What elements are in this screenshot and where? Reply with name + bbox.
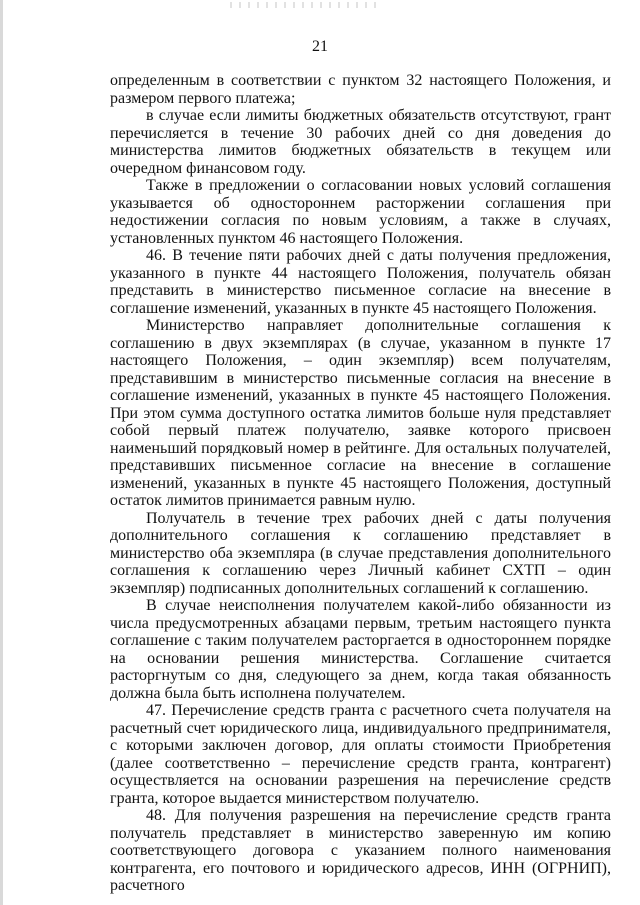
scan-edge-shadow xyxy=(0,0,3,905)
paragraph-termination: В случае неисполнения получателем какой-либо обязанности из числа предусмотренных абзацами первым, третьим настоящего пункта соглашение с таким получателем расторгается в одностороннем порядке на основании решения министерства. Соглашение считается расторгнутым со дня, следующего за днем, когда такая обязанность должна была быть исполнена получателем. xyxy=(110,597,611,702)
page-number: 21 xyxy=(312,38,328,55)
paragraph-item-48: 48. Для получения разрешения на перечисление средств гранта получатель представляет в министерство заверенную им копию соответствующего договора с указанием полного наименования контрагента, его почтового и юридического адресов, ИНН (ОГРНИП), расчетного xyxy=(110,807,611,894)
paragraph-continuation: определенным в соответствии с пунктом 32 настоящего Положения, и размером первого платежа; xyxy=(110,72,611,107)
paragraph-item-46: 46. В течение пяти рабочих дней с даты получения предложения, указанного в пункте 44 настоящего Положения, получатель обязан представить в министерство письменное согласие на внесение в соглашение изменений, указанных в пункте 45 настоящего Положения. xyxy=(110,247,611,317)
paragraph-item-47: 47. Перечисление средств гранта с расчетного счета получателя на расчетный счет юридического лица, индивидуального предпринимателя, с которыми заключен договор, для оплаты стоимости Приобретения (далее соответственно – перечисление средств гранта, контрагент) осуществляется на основании разрешения на перечисление средств гранта, которое выдается министерством получателю. xyxy=(110,702,611,807)
paragraph-recipient-returns: Получатель в течение трех рабочих дней с даты получения дополнительного соглашения к соглашению представляет в министерство оба экземпляра (в случае представления дополнительного соглашения к соглашению через Личный кабинет СХТП – один экземпляр) подписанных дополнительных соглашений к соглашению. xyxy=(110,509,611,597)
document-body xyxy=(110,72,611,895)
paragraph-no-limits: в случае если лимиты бюджетных обязательств отсутствуют, грант перечисляется в течение 30 рабочих дней со дня доведения до министерства лимитов бюджетных обязательств в текущем или очередном финансовом году. xyxy=(110,107,611,177)
paragraph-new-terms: Также в предложении о согласовании новых условий соглашения указывается об одностороннем расторжении соглашения при недостижении согласия по новым условиям, а также в случаях, установленных пунктом 46 настоящего Положения. xyxy=(110,177,611,247)
paragraph-ministry-sends: Министерство направляет дополнительные соглашения к соглашению в двух экземплярах (в случае, указанном в пункте 17 настоящего Положения, – один экземпляр) всем получателям, представившим в министерство письменные согласия на внесение в соглашение изменений, указанных в пункте 45 настоящего Положения. При этом сумма доступного остатка лимитов больше нуля представляет собой первый платеж получателю, заявке которого присвоен наименьший порядковый номер в рейтинге. Для остальных получателей, представивших письменное согласие на внесение в соглашение изменений, указанных в пункте 45 настоящего Положения, доступный остаток лимитов принимается равным нулю. xyxy=(110,317,611,509)
scan-noise-mark xyxy=(230,2,380,8)
